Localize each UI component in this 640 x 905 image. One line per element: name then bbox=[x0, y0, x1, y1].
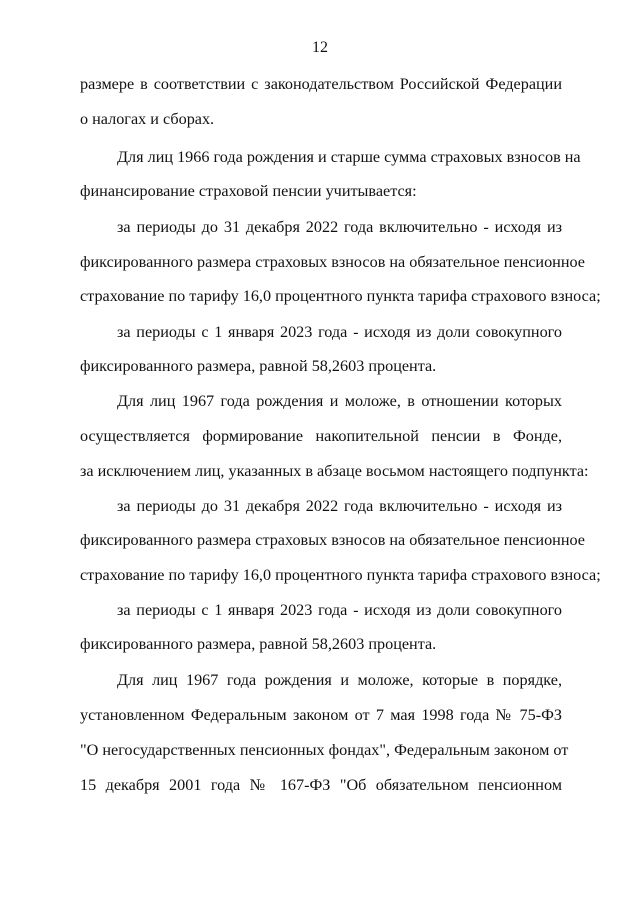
text-line: за периоды до 31 декабря 2022 года включительно - исходя из bbox=[117, 497, 562, 515]
text-line: фиксированного размера страховых взносов на обязательное пенсионное bbox=[80, 531, 585, 549]
text-line: финансирование страховой пенсии учитывается: bbox=[80, 182, 417, 200]
text-line: осуществляется формирование накопительной пенсии в Фонде, bbox=[80, 427, 562, 445]
text-line: Для лиц 1967 года рождения и моложе, которые в порядке, bbox=[117, 671, 562, 689]
text-line: Для лиц 1967 года рождения и моложе, в отношении которых bbox=[117, 392, 562, 410]
text-line: страхование по тарифу 16,0 процентного пункта тарифа страхового взноса; bbox=[80, 566, 601, 584]
text-line: фиксированного размера страховых взносов на обязательное пенсионное bbox=[80, 253, 585, 271]
text-line: фиксированного размера, равной 58,2603 процента. bbox=[80, 357, 437, 375]
page-number: 12 bbox=[312, 39, 328, 56]
text-line: фиксированного размера, равной 58,2603 процента. bbox=[80, 635, 437, 653]
text-line: за периоды до 31 декабря 2022 года включительно - исходя из bbox=[117, 218, 562, 236]
text-line: 15 декабря 2001 года № 167-ФЗ "Об обязательном пенсионном bbox=[80, 776, 562, 794]
text-line: размере в соответствии с законодательством Российской Федерации bbox=[80, 75, 562, 93]
text-line: о налогах и сборах. bbox=[80, 110, 215, 128]
text-line: страхование по тарифу 16,0 процентного пункта тарифа страхового взноса; bbox=[80, 287, 601, 305]
text-line: Для лиц 1966 года рождения и старше сумма страховых взносов на bbox=[117, 148, 581, 166]
text-line: за исключением лиц, указанных в абзаце восьмом настоящего подпункта: bbox=[80, 462, 589, 480]
text-line: "О негосударственных пенсионных фондах", Федеральным законом от bbox=[80, 741, 569, 759]
text-line: за периоды с 1 января 2023 года - исходя из доли совокупного bbox=[117, 323, 562, 341]
text-line: за периоды с 1 января 2023 года - исходя из доли совокупного bbox=[117, 601, 562, 619]
text-line: установленном Федеральным законом от 7 мая 1998 года № 75-ФЗ bbox=[80, 706, 562, 724]
